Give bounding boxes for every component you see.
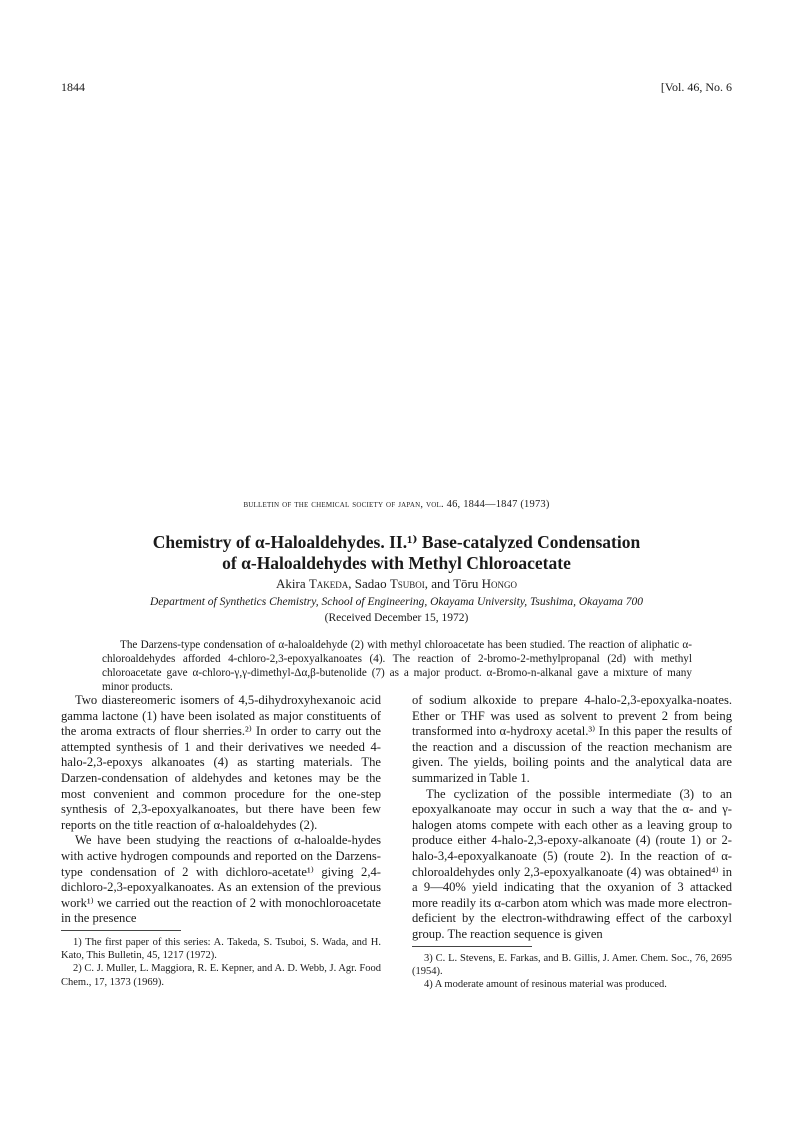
author-2-first: Sadao (354, 576, 390, 591)
author-list (0, 576, 793, 592)
page-number: 1844 (61, 80, 85, 94)
right-column (412, 693, 732, 991)
received-date: (Received December 15, 1972) (324, 612, 469, 624)
journal-citation (0, 499, 793, 510)
left-footnotes (61, 936, 381, 989)
footnote-rule (61, 930, 181, 931)
right-paragraph-1: of sodium alkoxide to prepare 4-halo-2,3-epoxyalka-noates. Ether or THF was used as solvent to prevent 2 from being transformed into α-hydroxy acetal.³⁾ In this paper the results of the reaction and a discussion of the reaction mechanism are given. The yields, boiling points and the analytical data are summarized in Table 1. (412, 693, 732, 785)
author-2-last: Tsuboi (389, 576, 425, 591)
author-sep-1: , (348, 576, 355, 591)
title-line-2: of α-Haloaldehydes with Methyl Chloroacetate (222, 553, 571, 573)
author-sep-2: , and (424, 576, 454, 591)
left-paragraph-2: We have been studying the reactions of α-haloalde-hydes with active hydrogen compounds and reported on the Darzens-type condensation of 2 with dichloro-acetate¹⁾ giving 2,4-dichloro-2,3-epoxyalkanoates. As an extension of the previous work¹⁾ we carried out the reaction of 2 with monochloroacetate in the presence (61, 833, 381, 926)
footnote-4: 4) A moderate amount of resinous material was produced. (424, 978, 667, 990)
author-3-first: Tōru (453, 576, 482, 591)
article-title (80, 532, 713, 574)
left-column (61, 693, 381, 989)
abstract: The Darzens-type condensation of α-haloaldehyde (2) with methyl chloroacetate has been studied. The reaction of aliphatic α-chloroaldehydes afforded 4-chloro-2,3-epoxyalkanoates (4). The reaction of 2-bromo-2-methylpropanal (2d) with methyl chloroacetate gave α-chloro-γ,γ-dimethyl-Δα,β-butenolide (7) as a major product. α-Bromo-n-alkanal gave a mixture of many minor products. (102, 639, 692, 693)
footnote-rule (412, 946, 532, 947)
left-paragraph-1: Two diastereomeric isomers of 4,5-dihydroxyhexanoic acid gamma lactone (1) have been isolated as major constituents of the aroma extracts of flour sherries.²⁾ In order to carry out the attempted synthesis of 1 and their derivatives we needed 4-halo-2,3-epoxys alkanoates (4) as starting materials. The Darzen-condensation of aldehydes and ketones may be the most convenient and common procedure for the one-step synthesis of 2,3-epoxyalkanoates, but there have been few reports on the title reaction of α-haloaldehydes (2). (61, 693, 381, 832)
journal-pages: 1844—1847 (1973) (463, 499, 550, 510)
footnote-3: 3) C. L. Stevens, E. Farkas, and B. Gillis, J. Amer. Chem. Soc., 76, 2695 (1954). (412, 952, 732, 977)
right-paragraph-2: The cyclization of the possible intermediate (3) to an epoxyalkanoate may occur in such a way that the α- and γ-halogen atoms compete with each other as a leaving group to produce either 4-halo-2,3-epoxy-alkanoate (4) (route 1) or 2-halo-3,4-epoxyalkanoate (5) (route 2). In the reaction of α-chloroaldehydes only 2,3-epoxyalkanoate (4) was obtained⁴⁾ in a 9—40% yield indicating that the oxyanion of 3 attacked more readily its α-carbon atom which was made more electron-deficient by the electron-withdrawing effect of the carboxyl group. The reaction sequence is given (412, 786, 732, 941)
journal-volume: 46, (446, 499, 461, 510)
journal-name: bulletin of the chemical society of japan, vol. (243, 499, 444, 510)
author-1-first: Akira (276, 576, 309, 591)
author-1-last: Takeda (308, 576, 349, 591)
right-footnotes (412, 952, 732, 992)
volume-issue: [Vol. 46, No. 6 (660, 80, 732, 94)
footnote-2: 2) C. J. Muller, L. Maggiora, R. E. Kepner, and A. D. Webb, J. Agr. Food Chem., 17, 1373 (1969). (61, 963, 381, 988)
author-3-last: Hongo (481, 576, 517, 591)
title-line-1: Chemistry of α-Haloaldehydes. II.¹⁾ Base-catalyzed Condensation (152, 532, 641, 552)
affiliation: Department of Synthetics Chemistry, School of Engineering, Okayama University, Tsushima, Okayama 700 (149, 596, 644, 608)
footnote-1: 1) The first paper of this series: A. Takeda, S. Tsuboi, S. Wada, and H. Kato, This Bulletin, 45, 1217 (1972). (61, 936, 381, 962)
